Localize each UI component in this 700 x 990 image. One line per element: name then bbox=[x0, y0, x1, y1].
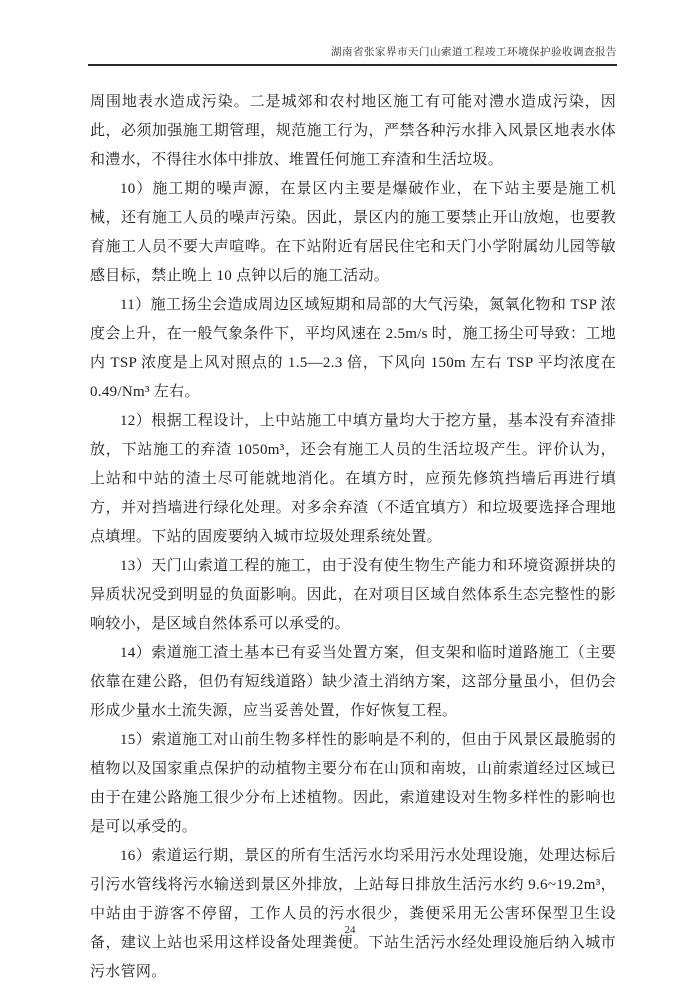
paragraph-item-11: 11）施工扬尘会造成周边区域短期和局部的大气污染，氮氧化物和 TSP 浓度会上升，在一般气象条件下，平均风速在 2.5m/s 时，施工扬尘可导致：工地内 TSP 浓度是上风对照点的 1.5—2.3 倍，下风向 150m 左右 TSP 平均浓度在 0.49/Nm³ 左右。 bbox=[90, 297, 616, 400]
paragraph-item-15: 15）索道施工对山前生物多样性的影响是不利的，但由于风景区最脆弱的植物以及国家重点保护的动植物主要分布在山顶和南坡，山前索道经过区域已由于在建公路施工很少分布上述植物。因此，索道建设对生物多样性的影响也是可以承受的。 bbox=[90, 732, 616, 835]
paragraph-item-12: 12）根据工程设计，上中站施工中填方量均大于挖方量，基本没有弃渣排放，下站施工的弃渣 1050m³，还会有施工人员的生活垃圾产生。评价认为，上站和中站的渣土尽可能就地消化。在填方时，应预先修筑挡墙后再进行填方，并对挡墙进行绿化处理。对多余弃渣（不适宜填方）和垃圾要选择合理地点填埋。下站的固废要纳入城市垃圾处理系统处置。 bbox=[90, 413, 616, 545]
paragraph-item-16: 16）索道运行期，景区的所有生活污水均采用污水处理设施，处理达标后引污水管线将污水输送到景区外排放，上站每日排放生活污水约 9.6~19.2m³，中站由于游客不停留，工作人员的污水很少，粪便采用无公害环保型卫生设备，建议上站也采用这样设备处理粪便。下站生活污水经处理设施后纳入城市污水管网。 bbox=[90, 848, 616, 980]
page-number: 24 bbox=[344, 924, 356, 936]
paragraph-item-13: 13）天门山索道工程的施工，由于没有使生物生产能力和环境资源拼块的异质状况受到明显的负面影响。因此，在对项目区域自然体系生态完整性的影响较小，是区域自然体系可以承受的。 bbox=[90, 558, 616, 632]
document-body bbox=[90, 88, 616, 987]
paragraph-item-10: 10）施工期的噪声源，在景区内主要是爆破作业，在下站主要是施工机械，还有施工人员的噪声污染。因此，景区内的施工要禁止开山放炮，也要教育施工人员不要大声喧哗。在下站附近有居民住宅和天门小学附属幼儿园等敏感目标，禁止晚上 10 点钟以后的施工活动。 bbox=[90, 181, 616, 284]
paragraph-item-14: 14）索道施工渣土基本已有妥当处置方案，但支架和临时道路施工（主要依靠在建公路，但仍有短线道路）缺少渣土消纳方案，这部分量虽小，但仍会形成少量水土流失源，应当妥善处置，作好恢复工程。 bbox=[90, 645, 616, 719]
paragraph-continuation: 周围地表水造成污染。二是城郊和农村地区施工有可能对澧水造成污染，因此，必须加强施工期管理，规范施工行为，严禁各种污水排入风景区地表水体和澧水，不得往水体中排放、堆置任何施工弃渣和生活垃圾。 bbox=[90, 94, 616, 168]
page-footer bbox=[0, 920, 700, 938]
report-header-title: 湖南省张家界市天门山索道工程竣工环境保护验收调查报告 bbox=[331, 47, 617, 58]
page-header bbox=[88, 44, 617, 66]
